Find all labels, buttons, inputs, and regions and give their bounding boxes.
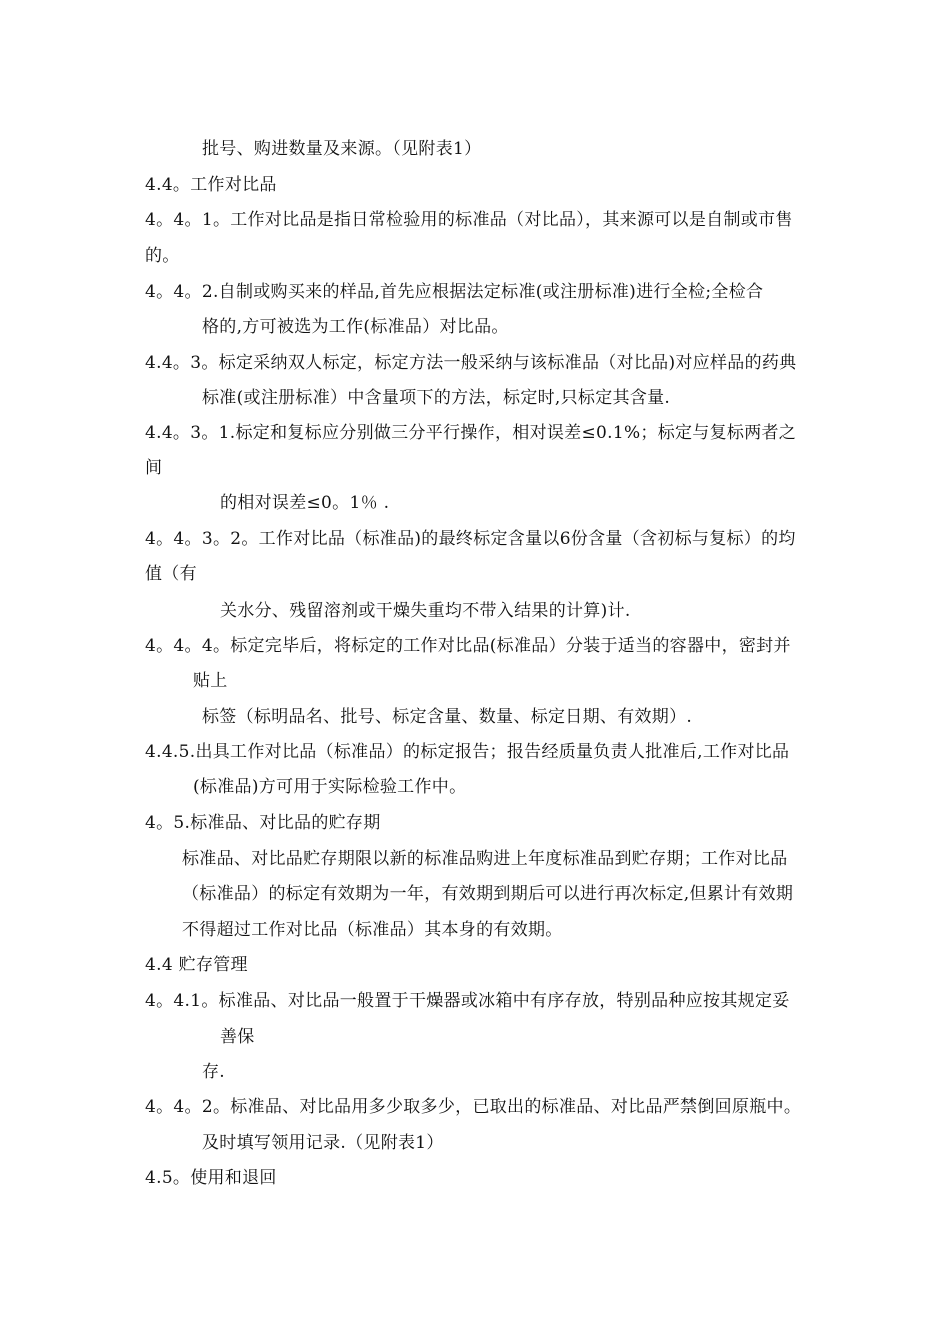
text-line: (标准品)方可用于实际检验工作中。 [193, 777, 467, 797]
text-line: 的。 [145, 246, 180, 266]
text-line: 的相对误差≤0。1％ . [220, 493, 390, 513]
text-line: 4.4。3。1.标定和复标应分别做三分平行操作，相对误差≤0.1%；标定与复标两者之 [145, 423, 797, 443]
text-line: 及时填写领用记录.（见附表1） [202, 1133, 444, 1153]
text-line: 批号、购进数量及来源。（见附表1） [202, 139, 482, 159]
text-line: 标准(或注册标准）中含量项下的方法，标定时,只标定其含量. [202, 388, 671, 408]
text-line: 4。4.1。标准品、对比品一般置于干燥器或冰箱中有序存放，特别品种应按其规定妥 [145, 991, 790, 1011]
text-line: 格的,方可被选为工作(标准品）对比品。 [202, 317, 509, 337]
text-line: 标准品、对比品贮存期限以新的标准品购进上年度标准品到贮存期；工作对比品 [182, 849, 788, 869]
section-heading: 4。5.标准品、对比品的贮存期 [145, 813, 381, 833]
text-line: 间 [145, 458, 163, 478]
text-line: 4.4。3。标定采纳双人标定，标定方法一般采纳与该标准品（对比品)对应样品的药典 [145, 353, 797, 373]
section-heading: 4.5。使用和退回 [145, 1168, 277, 1188]
text-line: 4。4。2.自制或购买来的样品,首先应根据法定标准(或注册标准)进行全检;全检合 [145, 282, 764, 302]
text-line: 不得超过工作对比品（标准品）其本身的有效期。 [182, 920, 563, 940]
section-heading: 4.4。工作对比品 [145, 175, 277, 195]
text-line: 值（有 [145, 564, 197, 584]
text-line: 关水分、残留溶剂或干燥失重均不带入结果的计算)计. [220, 601, 631, 621]
section-heading: 4.4 贮存管理 [145, 955, 248, 975]
text-line: 标签（标明品名、批号、标定含量、数量、标定日期、有效期）. [202, 707, 693, 727]
text-line: 4。4。3。2。工作对比品（标准品)的最终标定含量以6份含量（含初标与复标）的均 [145, 529, 796, 549]
text-line: 贴上 [193, 671, 228, 691]
text-line: 善保 [220, 1027, 255, 1047]
text-line: 4.4.5.出具工作对比品（标准品）的标定报告；报告经质量负责人批准后,工作对比品 [145, 742, 790, 762]
text-line: 4。4。4。标定完毕后，将标定的工作对比品(标准品）分装于适当的容器中，密封并 [145, 636, 791, 656]
text-line: 4。4。2。标准品、对比品用多少取多少，已取出的标准品、对比品严禁倒回原瓶中。 [145, 1097, 802, 1117]
text-line: 4。4。1。工作对比品是指日常检验用的标准品（对比品），其来源可以是自制或市售 [145, 210, 793, 230]
text-line: （标准品）的标定有效期为一年，有效期到期后可以进行再次标定,但累计有效期 [182, 884, 794, 904]
text-line: 存. [202, 1062, 226, 1082]
